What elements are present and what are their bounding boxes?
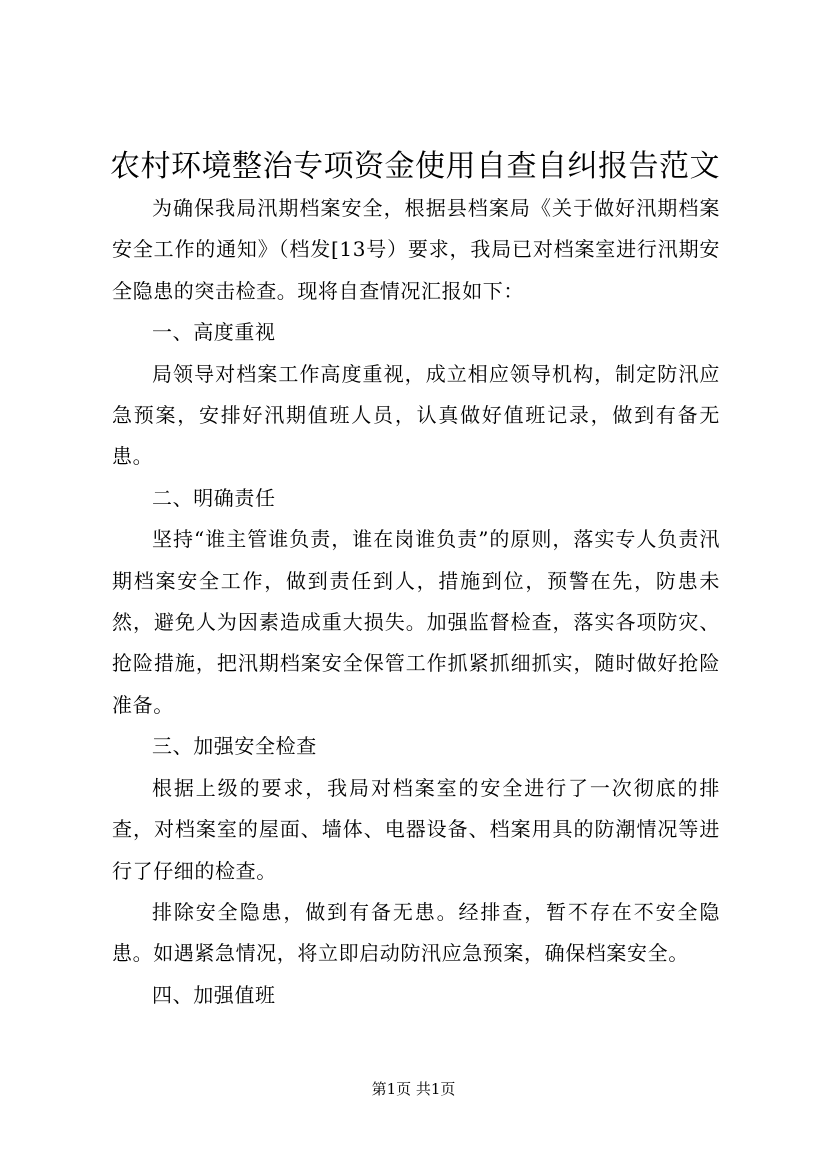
paragraph-section-3a: 根据上级的要求，我局对档案室的安全进行了一次彻底的排查，对档案室的屋面、墙体、电器设备、档案用具的防潮情况等进行了仔细的检查。 [112, 775, 720, 883]
page-footer: 第1页 共1页 [371, 1080, 456, 1098]
paragraph-section-1: 局领导对档案工作高度重视，成立相应领导机构，制定防汛应急预案，安排好汛期值班人员，认真做好值班记录，做到有备无患。 [112, 361, 720, 469]
paragraph-section-3b: 排除安全隐患，做到有备无患。经排查，暂不存在不安全隐患。如遇紧急情况，将立即启动防汛应急预案，确保档案安全。 [112, 899, 720, 966]
paragraph-section-2: 坚持“谁主管谁负责，谁在岗谁负责”的原则，落实专人负责汛期档案安全工作，做到责任到人，措施到位，预警在先，防患未然，避免人为因素造成重大损失。加强监督检查，落实各项防灾、抢险措施，把汛期档案安全保管工作抓紧抓细抓实，随时做好抢险准备。 [112, 527, 720, 717]
section-heading-1: 一、高度重视 [152, 320, 276, 345]
document-body [112, 188, 720, 1016]
section-heading-3: 三、加强安全检查 [152, 734, 317, 759]
section-heading-4: 四、加强值班 [152, 982, 276, 1007]
paragraph-intro: 为确保我局汛期档案安全，根据县档案局《关于做好汛期档案安全工作的通知》（档发[13号）要求，我局已对档案室进行汛期安全隐患的突击检查。现将自查情况汇报如下： [112, 196, 720, 303]
document-title: 农村环境整治专项资金使用自查自纠报告范文 [110, 149, 720, 184]
section-heading-2: 二、明确责任 [152, 485, 276, 510]
